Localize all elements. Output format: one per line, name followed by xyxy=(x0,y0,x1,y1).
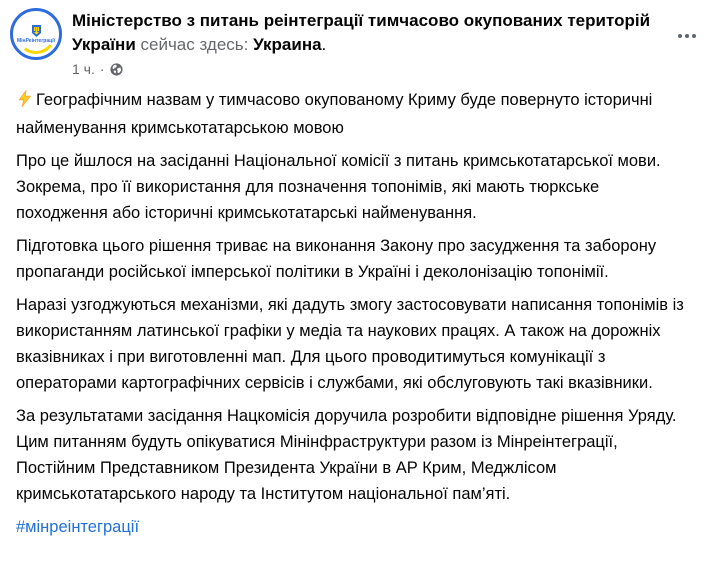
post-paragraph xyxy=(16,87,692,141)
page-name-link[interactable]: Міністерство з питань реінтеграції тимчасово окупованих територій України xyxy=(72,11,651,54)
hashtag-line xyxy=(16,514,692,540)
post-title-line xyxy=(72,9,669,57)
location-link[interactable]: Украина xyxy=(253,35,322,54)
post-header xyxy=(0,0,721,77)
globe-icon xyxy=(110,63,123,76)
lightning-icon xyxy=(16,89,33,115)
page-avatar[interactable] xyxy=(10,8,62,60)
avatar-label: МінРеінтеграції xyxy=(17,37,55,44)
presence-prefix: сейчас здесь: xyxy=(135,35,254,54)
post-paragraph: За результатами засідання Нацкомісія доручила розробити відповідне рішення Уряду. Цим питанням будуть опікуватися Мінінфраструктури разом із Мінреінтеграції, Постійним Представником Президента України в АР Крим, Меджлісом кримськотатарського народу та Інститутом національної пам’яті. xyxy=(16,407,677,503)
presence-suffix: . xyxy=(321,35,327,54)
more-options-button[interactable] xyxy=(669,18,705,54)
post-paragraph: Про це йшлося на засіданні Національної комісії з питань кримськотатарської мови. Зокрема, про її використання для позначення топонімів, які мають тюркське походження або історичні кримськотатарські найменування. xyxy=(16,152,661,222)
avatar-logo xyxy=(15,13,57,55)
post-paragraph: Підготовка цього рішення триває на виконання Закону про засудження та заборону пропаганди російської імперської політики в Україні і деколонізацію топонімії. xyxy=(16,237,657,281)
header-text xyxy=(62,8,669,77)
post-paragraph-text: Географічним назвам у тимчасово окупованому Криму буде повернуто історичні найменування кримськотатарською мовою xyxy=(16,91,653,137)
hashtag-link[interactable]: #мінреінтеграції xyxy=(16,518,140,536)
timestamp-link[interactable]: 1 ч. xyxy=(72,61,95,77)
trident-emblem xyxy=(31,25,42,37)
more-options-icon xyxy=(678,34,682,38)
post-meta-line xyxy=(72,61,669,77)
post-body xyxy=(0,77,710,540)
meta-dot-separator: · xyxy=(99,61,105,77)
post-paragraph: Наразі узгоджуються механізми, які дадуть змогу застосовувати написання топонімів із використанням латинської графіки у медіа та наукових працях. А також на дорожніх вказівниках і при виготовленні мап. Для цього проводитимуться комунікації з операторами картографічних сервісів і службами, які обслуговують такі вказівники. xyxy=(16,296,684,392)
